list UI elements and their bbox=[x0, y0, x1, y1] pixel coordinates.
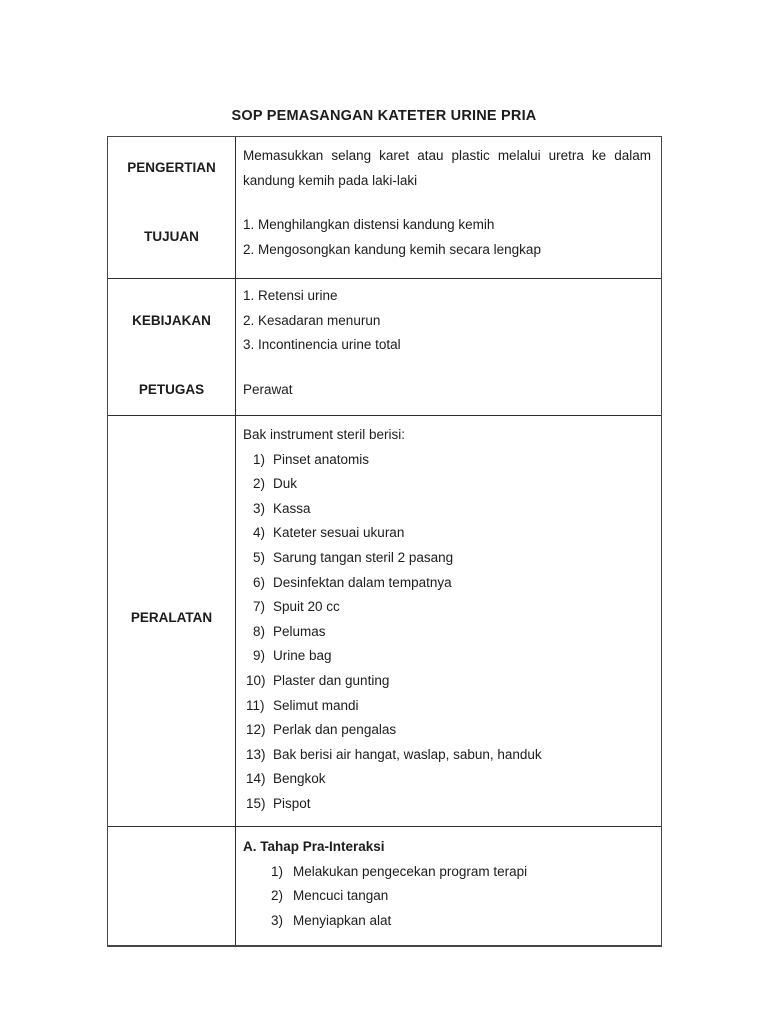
list-item-number: 7) bbox=[253, 599, 266, 615]
row-label-petugas: PETUGAS bbox=[138, 381, 205, 397]
list-item-text: Bak berisi air hangat, waslap, sabun, handuk bbox=[273, 746, 542, 762]
peralatan-list-item bbox=[243, 644, 651, 669]
table-row-kebijakan-petugas bbox=[108, 278, 661, 415]
list-item-text: Kassa bbox=[273, 500, 311, 516]
label-cell-empty bbox=[108, 827, 236, 945]
peralatan-list-item bbox=[243, 497, 651, 522]
list-item-text: Kateter sesuai ukuran bbox=[273, 525, 405, 541]
document-title: SOP PEMASANGAN KATETER URINE PRIA bbox=[231, 108, 537, 124]
peralatan-list-item bbox=[243, 546, 651, 571]
list-item-text: Melakukan pengecekan program terapi bbox=[293, 863, 528, 879]
content-cell-tahap-pra-interaksi bbox=[236, 827, 661, 945]
list-item-number: 3) bbox=[271, 912, 284, 928]
tahap-list-item bbox=[243, 909, 651, 934]
list-item-text: Menyiapkan alat bbox=[293, 912, 392, 928]
peralatan-list-item bbox=[243, 620, 651, 645]
table-row-tahap-pra-interaksi bbox=[108, 826, 661, 945]
list-item-text: Sarung tangan steril 2 pasang bbox=[273, 549, 454, 565]
peralatan-intro: Bak instrument steril berisi: bbox=[243, 427, 406, 442]
list-item-number: 12) bbox=[246, 722, 266, 738]
peralatan-list-item bbox=[243, 767, 651, 792]
peralatan-list-item bbox=[243, 595, 651, 620]
list-item-number: 1) bbox=[253, 451, 266, 467]
peralatan-list-item bbox=[243, 743, 651, 768]
list-item-text: Pelumas bbox=[273, 623, 326, 639]
peralatan-list bbox=[243, 448, 651, 817]
list-item-text: Pispot bbox=[273, 795, 311, 811]
list-item-number: 14) bbox=[246, 771, 266, 787]
list-item-number: 6) bbox=[253, 574, 266, 590]
row-label-pengertian: PENGERTIAN bbox=[127, 160, 216, 175]
list-item-text: Plaster dan gunting bbox=[273, 672, 390, 688]
list-item-number: 10) bbox=[246, 672, 266, 688]
petugas-value: Perawat bbox=[243, 381, 293, 397]
kebijakan-list-item: 3. Incontinencia urine total bbox=[243, 337, 401, 353]
list-item-text: Spuit 20 cc bbox=[273, 599, 340, 615]
content-cell-pengertian-tujuan bbox=[236, 137, 661, 278]
list-item-number: 9) bbox=[253, 648, 266, 664]
tahap-pra-interaksi-heading: A. Tahap Pra-Interaksi bbox=[243, 839, 385, 854]
content-cell-kebijakan-petugas bbox=[236, 279, 661, 415]
list-item-number: 3) bbox=[253, 500, 266, 516]
tahap-list-item bbox=[243, 884, 651, 909]
list-item-number: 2) bbox=[271, 888, 284, 904]
peralatan-list-item bbox=[243, 694, 651, 719]
tujuan-list-item: 2. Mengosongkan kandung kemih secara lengkap bbox=[243, 241, 541, 257]
list-item-text: Perlak dan pengalas bbox=[273, 722, 397, 738]
kebijakan-list-item: 1. Retensi urine bbox=[243, 288, 338, 303]
list-item-text: Mencuci tangan bbox=[293, 888, 389, 904]
list-item-number: 4) bbox=[253, 525, 266, 541]
list-item-text: Bengkok bbox=[273, 771, 326, 787]
content-cell-peralatan bbox=[236, 416, 661, 826]
list-item-number: 2) bbox=[253, 476, 266, 492]
row-label-tujuan: TUJUAN bbox=[144, 228, 199, 244]
table-row-peralatan bbox=[108, 415, 661, 826]
kebijakan-list-item: 2. Kesadaran menurun bbox=[243, 312, 381, 328]
row-label-kebijakan: KEBIJAKAN bbox=[132, 313, 211, 328]
kebijakan-list bbox=[243, 284, 651, 358]
list-item-number: 1) bbox=[271, 863, 284, 879]
peralatan-list-item bbox=[243, 669, 651, 694]
tahap-pra-interaksi-list bbox=[243, 860, 651, 934]
tujuan-list bbox=[243, 213, 651, 262]
list-item-number: 11) bbox=[246, 697, 265, 713]
list-item-text: Desinfektan dalam tempatnya bbox=[273, 574, 452, 590]
list-item-text: Selimut mandi bbox=[273, 697, 359, 713]
label-cell-pengertian-tujuan bbox=[108, 137, 236, 278]
label-cell-peralatan bbox=[108, 416, 236, 826]
sop-table bbox=[107, 136, 662, 947]
peralatan-list-item bbox=[243, 448, 651, 473]
list-item-text: Duk bbox=[273, 476, 298, 492]
pengertian-paragraph: Memasukkan selang karet atau plastic melalui uretra ke dalam kandung kemih pada laki-laki bbox=[243, 148, 651, 188]
label-cell-kebijakan-petugas bbox=[108, 279, 236, 415]
table-row-pengertian-tujuan bbox=[108, 137, 661, 278]
tahap-list-item bbox=[243, 860, 651, 885]
list-item-number: 8) bbox=[253, 623, 266, 639]
tujuan-list-item: 1. Menghilangkan distensi kandung kemih bbox=[243, 217, 495, 233]
peralatan-list-item bbox=[243, 571, 651, 596]
list-item-text: Pinset anatomis bbox=[273, 451, 370, 467]
list-item-number: 13) bbox=[246, 746, 266, 762]
row-label-peralatan: PERALATAN bbox=[130, 610, 213, 625]
peralatan-list-item bbox=[243, 718, 651, 743]
list-item-text: Urine bag bbox=[273, 648, 332, 664]
peralatan-list-item bbox=[243, 472, 651, 497]
peralatan-list-item bbox=[243, 792, 651, 817]
list-item-number: 5) bbox=[253, 549, 266, 565]
list-item-number: 15) bbox=[246, 795, 266, 811]
peralatan-list-item bbox=[243, 521, 651, 546]
